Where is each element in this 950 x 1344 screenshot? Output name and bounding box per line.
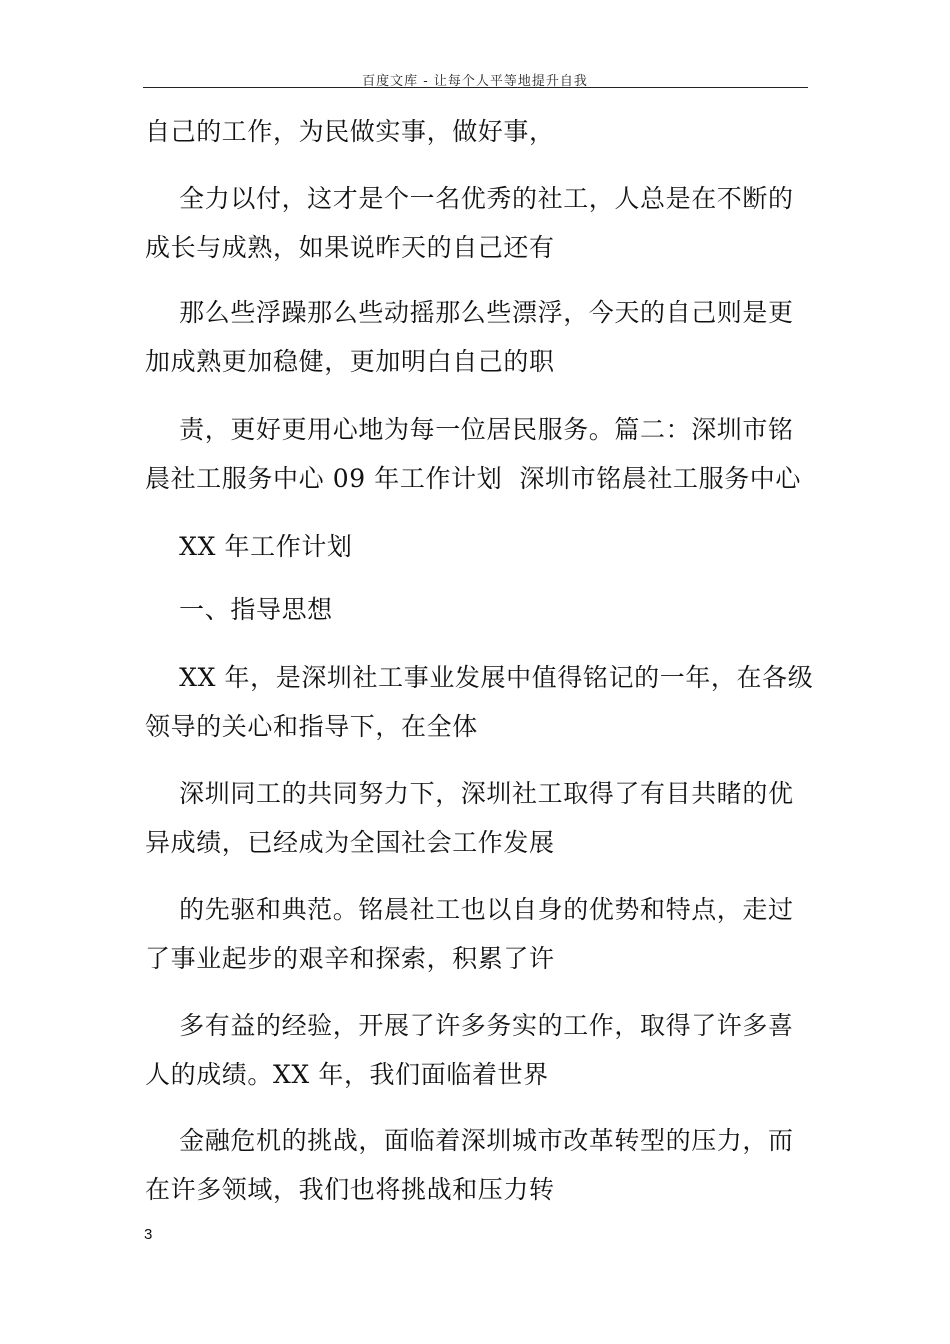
body-line: 成长与成熟，如果说昨天的自己还有	[145, 233, 555, 262]
page-header: 百度文库 - 让每个人平等地提升自我	[362, 74, 588, 89]
page-number: 3	[144, 1226, 153, 1243]
body-line: XX 年，是深圳社工事业发展中值得铭记的一年，在各级	[145, 663, 814, 692]
body-line: 领导的关心和指导下，在全体	[145, 712, 478, 741]
body-line: 人的成绩。XX 年，我们面临着世界	[145, 1060, 549, 1089]
body-line: 了事业起步的艰辛和探索，积累了许	[145, 944, 555, 973]
body-line: 自己的工作，为民做实事，做好事，	[145, 117, 555, 146]
body-line: 深圳同工的共同努力下，深圳社工取得了有目共睹的优	[145, 779, 794, 808]
body-line: 责，更好更用心地为每一位居民服务。篇二：深圳市铭	[145, 415, 794, 444]
body-line: 在许多领域，我们也将挑战和压力转	[145, 1175, 555, 1204]
header-divider	[143, 87, 808, 88]
body-line: 的先驱和典范。铭晨社工也以自身的优势和特点，走过	[145, 895, 794, 924]
body-line: 金融危机的挑战，面临着深圳城市改革转型的压力，而	[145, 1126, 794, 1155]
body-line: 一、指导思想	[145, 595, 333, 624]
body-line: 那么些浮躁那么些动摇那么些漂浮，今天的自己则是更	[145, 298, 794, 327]
body-line: XX 年工作计划	[145, 532, 353, 561]
body-line: 异成绩，已经成为全国社会工作发展	[145, 828, 555, 857]
body-line: 多有益的经验，开展了许多务实的工作，取得了许多喜	[145, 1011, 794, 1040]
body-line: 加成熟更加稳健，更加明白自己的职	[145, 347, 555, 376]
body-line: 全力以付，这才是个一名优秀的社工，人总是在不断的	[145, 184, 794, 213]
body-line: 晨社工服务中心 09 年工作计划 深圳市铭晨社工服务中心	[145, 464, 802, 493]
